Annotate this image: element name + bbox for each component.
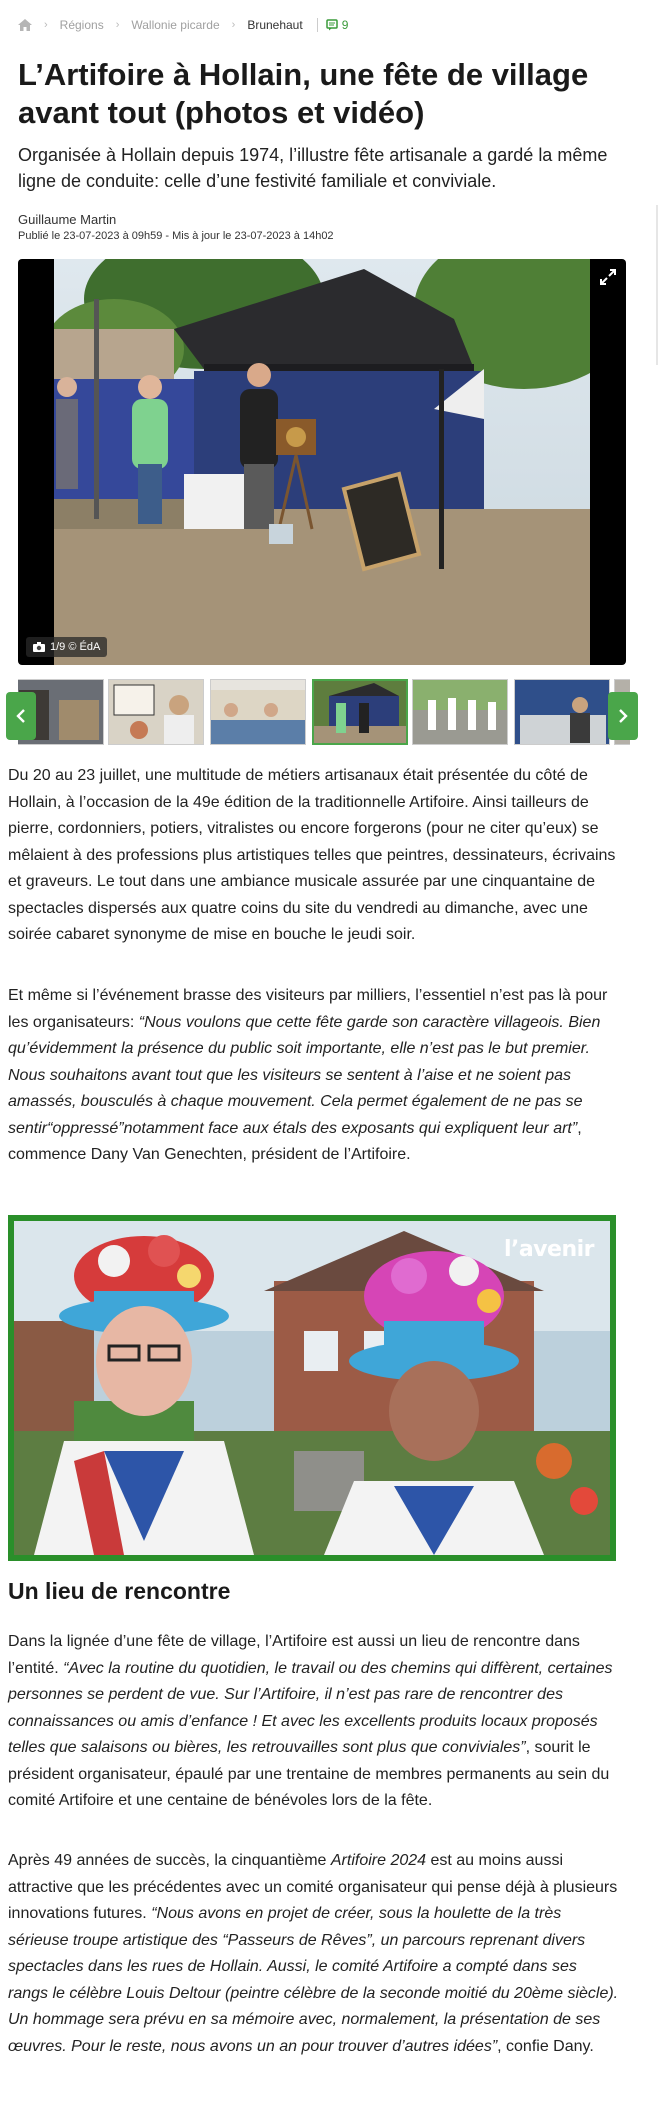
paragraph-quote: “Nous voulons que cette fête garde son caractère villageois. Bien qu’évidemment la présence du public soit importante, elle n’est pas le but premier. Nous souhaitons avant tout que les visiteurs se sentent à l’aise et ne soient pas amassés, bousculés à chaque mouvement. Cela permet également de ne pas se sentir“oppressé”notamment face aux étals des exposants qui expliquent leur art” <box>8 1013 601 1137</box>
gallery-thumbnail[interactable] <box>210 679 306 745</box>
paragraph-text: Et même si l’événement brasse des visiteurs par milliers, l’essentiel n’est pas là pour les organisateurs: <box>8 987 608 1031</box>
gallery-main-photo[interactable] <box>18 259 626 665</box>
chevron-right-icon: › <box>231 19 236 31</box>
breadcrumb-item-brunehaut[interactable]: Brunehaut <box>247 18 303 32</box>
camera-icon <box>33 642 45 652</box>
expand-icon[interactable] <box>598 267 618 287</box>
gallery-prev-button[interactable] <box>6 692 36 740</box>
video-player[interactable] <box>8 1215 616 1561</box>
chevron-right-icon: › <box>44 19 48 31</box>
paragraph-quote: “Avec la routine du quotidien, le travail ou des chemins qui diffèrent, certaines personnes se perdent de vue. Sur l’Artifoire, il n’est pas rare de rencontrer des connaissances ou amis d’enfance ! Et avec les excellents produits locaux proposés telles que salaisons ou bières, les retrouvailles sont plus que conviviales” <box>8 1659 613 1756</box>
chevron-left-icon <box>16 709 26 723</box>
comments-count: 9 <box>341 18 349 32</box>
gallery-thumbnail[interactable] <box>108 679 204 745</box>
photo-counter <box>26 637 107 657</box>
paragraph-text: Dans la lignée d’une fête de village, l’Artifoire est aussi un lieu de rencontre dans l’entité. <box>8 1633 580 1677</box>
section-heading: Un lieu de rencontre <box>8 1578 231 1604</box>
paragraph-text: est au moins aussi attractive que les précédentes avec un comité organisateur qui pense déjà à plusieurs innovations futures. <box>8 1852 618 1922</box>
video-frame[interactable] <box>14 1221 610 1555</box>
article-paragraph-2 <box>8 983 620 1169</box>
gallery-thumbnails <box>18 679 630 747</box>
paragraph-text: Après 49 années de succès, la cinquantième <box>8 1852 331 1869</box>
breadcrumb-item-regions[interactable]: Régions <box>59 18 104 32</box>
comment-icon <box>326 19 338 31</box>
paragraph-text: , commence Dany Van Genechten, président de l’Artifoire. <box>8 1119 582 1163</box>
paragraph-quote: “Nous avons en projet de créer, sous la houlette de la très sérieuse troupe artistique des “Passeurs de Rêves”, un parcours reprenant divers spectacles dans les rues de Hollain. Aussi, le comité Artifoire a compté dans ses rangs le célèbre Louis Deltour (peintre célèbre de la seconde moitié du 20ème siècle). Un hommage sera prévu en sa mémoire avec, normalement, la présentation de ses œuvres. Pour le reste, nous avons un an pour trouver d’autres idées” <box>8 1905 619 2055</box>
sidebar-divider <box>656 205 658 365</box>
home-icon[interactable] <box>18 19 32 31</box>
gallery-next-button[interactable] <box>608 692 638 740</box>
lavenir-logo: l’avenir <box>503 1237 594 1262</box>
paragraph-text: , confie Dany. <box>497 2037 594 2055</box>
chevron-right-icon <box>618 709 628 723</box>
market-stall-photo[interactable] <box>54 259 590 665</box>
breadcrumb-item-wallonie-picarde[interactable]: Wallonie picarde <box>131 18 220 32</box>
chevron-right-icon: › <box>115 19 120 31</box>
gallery-thumbnail[interactable] <box>514 679 610 745</box>
paragraph-emphasis: Artifoire 2024 <box>330 1852 427 1869</box>
paragraph-text: , sourit le président organisateur, épaulé par une trentaine de membres permanents au sein du comité Artifoire et une centaine de bénévoles lors de la fête. <box>8 1739 610 1809</box>
article-author[interactable]: Guillaume Martin <box>18 212 117 227</box>
article-paragraph-3 <box>8 1629 620 1815</box>
gallery-thumbnail-active[interactable] <box>312 679 408 745</box>
gallery-thumbnail[interactable] <box>412 679 508 745</box>
photo-counter-label: 1/9 © ÉdA <box>50 641 101 653</box>
article-dates: Publié le 23-07-2023 à 09h59 - Mis à jour le 23-07-2023 à 14h02 <box>18 230 334 242</box>
comments-link[interactable] <box>317 18 349 32</box>
article-paragraph-4 <box>8 1848 620 2060</box>
article-title: L’Artifoire à Hollain, une fête de village avant tout (photos et vidéo) <box>18 57 589 130</box>
article-lead: Organisée à Hollain depuis 1974, l’illustre fête artisanale a gardé la même ligne de conduite: celle d’une festivité familiale et conviviale. <box>18 145 608 191</box>
article-paragraph-1: Du 20 au 23 juillet, une multitude de métiers artisanaux était présentée du côté de Hollain, à l’occasion de la 49e édition de la traditionnelle Artifoire. Ainsi tailleurs de pierre, cordonniers, potiers, vitralistes ou encore forgerons (pour ne citer qu’eux) se mêlaient à des professions plus artistiques telles que peintres, dessinateurs, écrivains et graveurs. Le tout dans une ambiance musicale assurée par une cinquantaine de spectacles dispersés aux quatre coins du site du vendredi au dimanche, avec une soirée cabaret synonyme de mise en bouche le jeudi soir. <box>8 767 616 943</box>
breadcrumb <box>18 14 348 36</box>
